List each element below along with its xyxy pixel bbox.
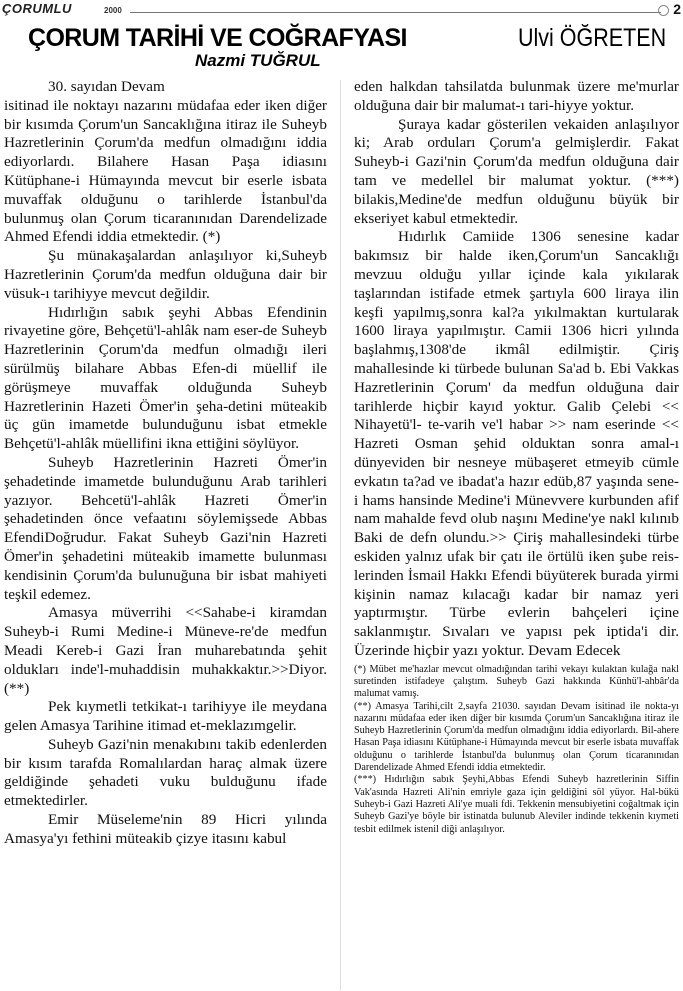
page-number: 2 bbox=[673, 1, 681, 17]
footnote: (*) Mübet me'hazlar mevcut olmadığından tarihi vekayı kulaktan kulağa nakl suretinden istifadeye çalıştım. Suheyb Gazi hakkında Künhü'l-ahbâr'da malumat vamış. bbox=[354, 663, 679, 700]
header-rule bbox=[130, 12, 661, 13]
paragraph: 30. sayıdan Devam bbox=[48, 78, 165, 95]
paragraph: isitinad ile noktayı nazarını müdafaa eder iken diğer bir kısımda Çorum'un Sancaklığına itiraz ile Suheyb Hazretlerinin Çorum'da medfun olmadığını iddia ediyorlardı. Bilahere Hasan Paşa idiasını Kütüphane-i Hümayında mevcut bir eserle isbata muvaffak olduğunu o tarihlerde İstanbul'da bulunmuş olan Çorum ticaranınıdan Darendelizade Ahmed Efendi iddia etmektedir. (*) bbox=[4, 96, 327, 246]
footnotes bbox=[354, 664, 679, 836]
paragraph: Hıdırlık Camiide 1306 senesine kadar bakımsız bir halde iken,Çorum'un Sancaklığı mevzuu olduğu yıllar içinde kala yıkılarak taşlarından istifade etmek şartıyla 600 liraya ilin keşfi yapılmış,sonra kal?a yıkılmaktan kurtularak 1600 liraya yapılmıştır. Camii 1306 hicri yılında başlahmış,1308'de ikmâl edilmiştir. Çiriş mahallesinde ki türbede bulunan Sa'ad b. Ebi Vakkas Hazretlerinin Çorum' da medfun olduğuna dair tarihlerde hiçbir kayıd yoktur. Galib Çelebi << Nihayetü'l- te-varih ve'l habar >> nam eserinde << Hazreti Osman şehid olduktan sonra amal-ı dünyeviden bir nesneye mübaşeret etmeyib cümle evkatın ta?ad ve ibadat'a hazır edüb,87 yaşında sene-i hams hansinde Medine'i Münevvere kurbunden afif nam mahalde fevd olub naşını Medine'ye nakl kılınıb Baki de defn olundu.>> Çiriş mahallesindeki türbe eskiden yalnız ufak bir çatı ile örtülü iken şube reis-lerinden İsmail Hakkı Efendi büyüterek burada yirmi kişinin namaz kılacağı kadar bir namaz yeri yaptırmıştır. Türbe evlerin bahçeleri içine saklanmıştır. Sıvaları ve yapısı pek iptida'i dir. Üzerinde hiçbir yazı yoktur. Devam Edecek bbox=[354, 228, 679, 659]
paragraph: Hıdırlığın sabık şeyhi Abbas Efendinin rivayetine göre, Behçetü'l-ahlâk nam eser-de Suheyb Hazretlerinin Çorum'da medfun olmadığı ileri sürülmüş bilahare Abbas Efen-di müellif ile görüşmeye muvaffak olduğunda Suheyb Hazretlerinin Hazeti Ömer'in şeha-detini müteakib üç gün imametde bulunduğunu isbat etmekle Behçetü'l-ahlâk müellifini ikna ettiğini söylüyor. bbox=[4, 303, 327, 453]
article-title: ÇORUM TARİHİ VE COĞRAFYASI bbox=[28, 24, 407, 52]
column-divider bbox=[340, 80, 341, 990]
footnote: (***) Hıdırlığın sabık Şeyhi,Abbas Efendi Suheyb hazretlerinin Siffin Vak'asında Hazreti Ali'nin emriyle gaza için geldiğini söl yüyor. Hal-bükü Suheyb-i Gazi Hazreti Ali'ye muali fdi. Tekkenin mensubiyetini coğaltmak için Suheyb Gazi'ye böyle bir istinatda bulunub Aleviler indinde tekkenin kıymeti tesbit edilmek istenil diği anlaşılıyor. bbox=[354, 774, 679, 835]
article-author: Ulvi ÖĞRETEN bbox=[518, 24, 667, 52]
paragraph: Şu münakaşalardan anlaşılıyor ki,Suheyb Hazretlerinin Çorum'da medfun olduğuna dair bir vüsuk-ı tarihiyye mevcut değildir. bbox=[4, 247, 327, 302]
paragraph: eden halkdan tahsilatda bulunmak üzere me'murlar olduğuna dair bir malumat-ı tari-hiyye yoktur. bbox=[354, 78, 679, 114]
footnote: (**) Amasya Tarihi,cilt 2,sayfa 21030. sayıdan Devam isitinad ile nokta-yı nazarını müdafaa eder iken diğer bir kısımda Çorum'un Sancaklığına itiraz ile Suheyb Hazretlerinin Çorum'da medfun olmadığını iddia ediyorlardı. Bil-ahere Hasan Paşa idiasını Kütüphane-i Hümayında mevcut bir eserle isbata muvaffak olduğunu o tarihlerde İstanbul'da bulunmuş olan Çorum ticaranınıdan Darendelizade Ahmed Efendi iddia etmektedir. bbox=[354, 700, 679, 774]
paragraph: Suheyb Gazi'nin menakıbını takib edenlerden bir kısım tarafda Romalılardan haraç almak üzere geldiğinde şehadeti vuku bulduğunu ifade etmektedirler. bbox=[4, 735, 327, 810]
paragraph: Suheyb Hazretlerinin Hazreti Ömer'in şehadetinde imametde bulunduğunu Arab tarihleri yazıyor. Behcetü'l-ahlâk Hazreti Ömer'in şehadetinden önce vefaatını söylemişsede Abbas EfendiDoğrudur. Fakat Suheyb Gazi'nin Hazreti Ömer'in şehadetini müteakib imamette bulunması kendisinin Çorum'da bulunuğuna bir isbat mahiyeti teşkil edemez. bbox=[4, 453, 327, 603]
paragraph: Şuraya kadar gösterilen vekaiden anlaşılıyor ki; Arab orduları Çorum'a gelmişlerdir. Fakat Suheyb-i Gazi'nin Çorum'da medfun olduğuna dair tam ve medellel bir malumat yoktur. (***) bilakis,Medine'de medfun olduğunu büyük bir ekseriyet kabul etmektedir. bbox=[354, 115, 679, 227]
left-column bbox=[4, 78, 327, 849]
page-header bbox=[0, 0, 683, 20]
paragraph: Pek kıymetli tetkikat-ı tarihiyye ile meydana gelen Amasya Tarihine itimad et-meklazımgelir. bbox=[4, 698, 327, 735]
right-column bbox=[354, 78, 679, 836]
article-subauthor: Nazmi TUĞRUL bbox=[195, 51, 321, 70]
paragraph: Emir Müseleme'nin 89 Hicri yılında Amasya'yı fethini müteakib çizye itasını kabul bbox=[4, 811, 327, 847]
issue-year: 2000 bbox=[104, 6, 122, 15]
newspaper-logo: ÇORUMLU bbox=[2, 1, 72, 16]
page-dot-icon bbox=[658, 5, 669, 16]
paragraph: Amasya müverrihi <<Sahabe-i kiramdan Suheyb-i Rumi Medine-i Müneve-re'de medfun Meadi Kereb-i Gazi İran muharebatında şehit oldukları inde'l-muhaddisin muhakkaktır.>>Diyor.(**) bbox=[4, 604, 327, 697]
